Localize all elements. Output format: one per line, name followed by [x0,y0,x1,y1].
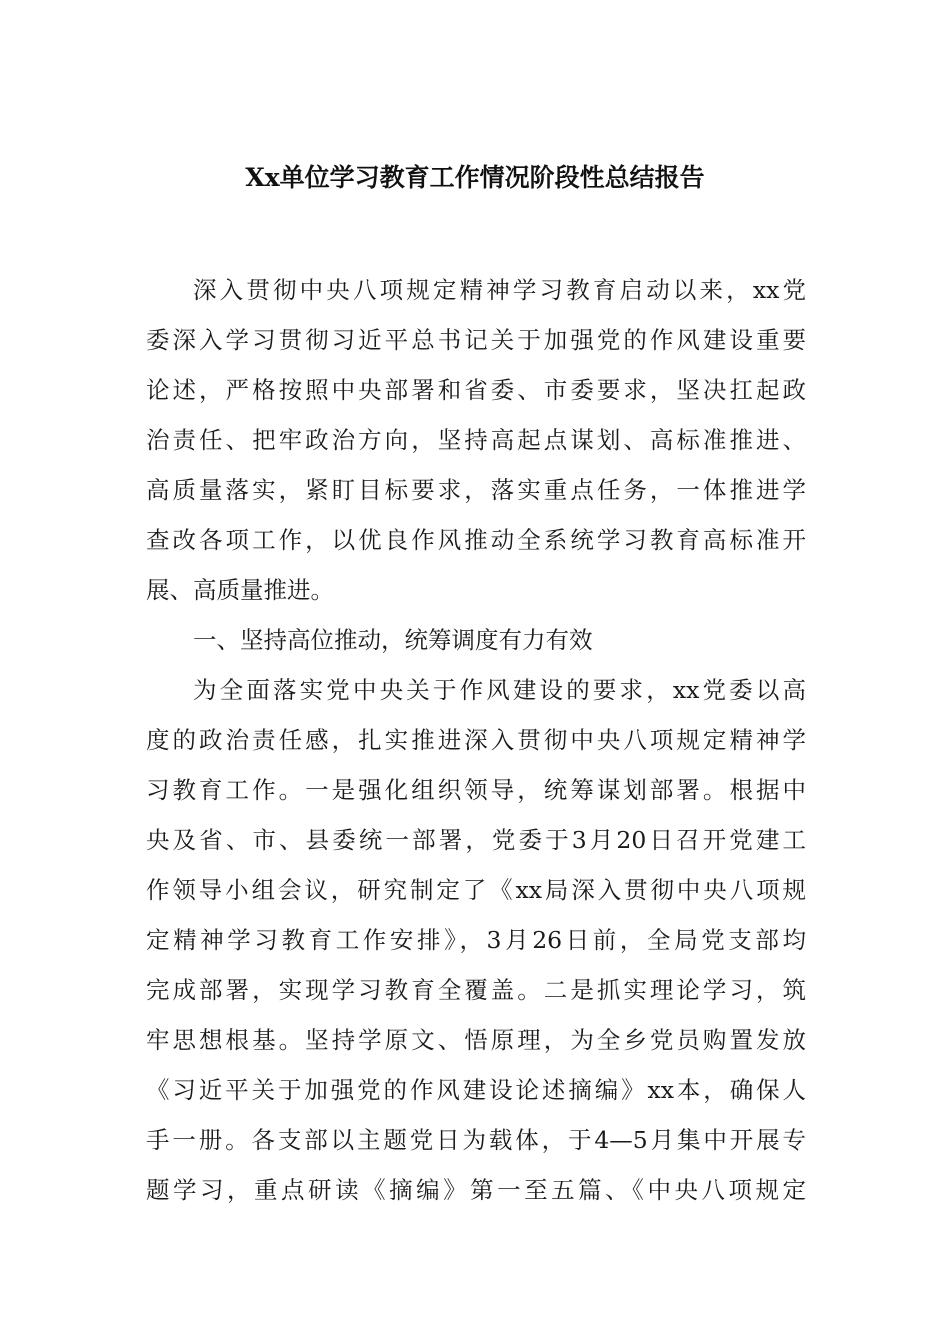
paragraph-line: 牢思想根基。坚持学原文、悟原理，为全乡党员购置发放 [146,1026,806,1054]
paragraph-line: 度的政治责任感，扎实推进深入贯彻中央八项规定精神学 [146,726,806,754]
paragraph-line: 查改各项工作，以优良作风推动全系统学习教育高标准开 [146,526,806,554]
paragraph-line: 治责任、把牢政治方向，坚持高起点谋划、高标准推进、 [146,426,806,454]
paragraph-line: 完成部署，实现学习教育全覆盖。二是抓实理论学习，筑 [146,976,806,1004]
paragraph-line: 定精神学习教育工作安排》，3月26日前，全局党支部均 [146,926,806,954]
paragraph-line: 展、高质量推进。 [146,576,334,604]
section-heading: 一、坚持高位推动，统筹调度有力有效 [193,626,593,654]
paragraph-line: 作领导小组会议，研究制定了《xx局深入贯彻中央八项规 [146,876,806,904]
paragraph-line: 题学习，重点研读《摘编》第一至五篇、《中央八项规定 [146,1176,806,1204]
paragraph-line: 高质量落实，紧盯目标要求，落实重点任务，一体推进学 [146,476,806,504]
document-title: Xx单位学习教育工作情况阶段性总结报告 [245,163,705,192]
paragraph-line: 习教育工作。一是强化组织领导，统筹谋划部署。根据中 [146,776,806,804]
paragraph-line: 为全面落实党中央关于作风建设的要求，xx党委以高 [193,676,806,704]
paragraph-line: 论述，严格按照中央部署和省委、市委要求，坚决扛起政 [146,376,806,404]
paragraph-line: 深入贯彻中央八项规定精神学习教育启动以来，xx党 [193,276,806,304]
paragraph-line: 委深入学习贯彻习近平总书记关于加强党的作风建设重要 [146,326,806,354]
paragraph-line: 《习近平关于加强党的作风建设论述摘编》xx本，确保人 [146,1076,806,1104]
paragraph-line: 手一册。各支部以主题党日为载体，于4—5月集中开展专 [146,1126,806,1154]
document-body [146,265,806,1215]
paragraph-line: 央及省、市、县委统一部署，党委于3月20日召开党建工 [146,826,806,854]
